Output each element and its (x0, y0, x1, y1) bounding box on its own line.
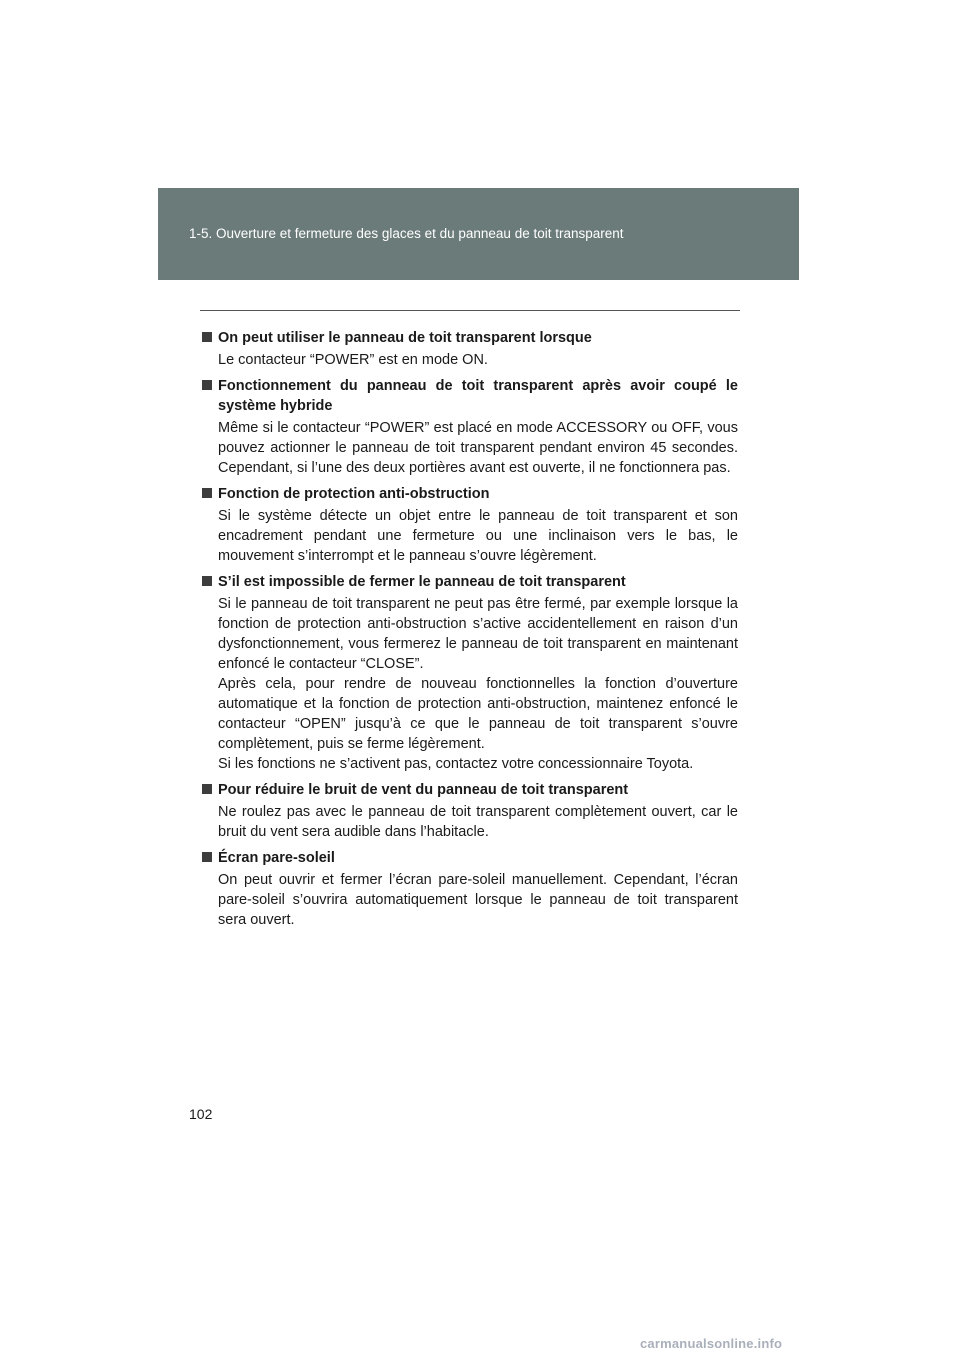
section-body (202, 594, 738, 774)
paragraph: Le contacteur “POWER” est en mode ON. (218, 352, 488, 368)
section-heading: On peut utiliser le panneau de toit transparent lorsque (202, 328, 738, 348)
square-bullet-icon (202, 852, 212, 862)
section-heading: S’il est impossible de fermer le panneau de toit transparent (202, 572, 738, 592)
section-heading: Écran pare-soleil (202, 848, 738, 868)
chapter-title: 1-5. Ouverture et fermeture des glaces et du panneau de toit transparent (189, 226, 624, 241)
paragraph: Si les fonctions ne s’activent pas, contactez votre concessionnaire Toyota. (218, 756, 694, 772)
section-wind-noise (202, 780, 738, 842)
square-bullet-icon (202, 380, 212, 390)
section-body (202, 802, 738, 842)
section-body (202, 506, 738, 566)
chapter-header-band (158, 188, 799, 280)
square-bullet-icon (202, 488, 212, 498)
section-cannot-close (202, 572, 738, 774)
section-sunshade (202, 848, 738, 930)
square-bullet-icon (202, 576, 212, 586)
section-usage-condition (202, 328, 738, 370)
section-heading: Pour réduire le bruit de vent du panneau de toit transparent (202, 780, 738, 800)
section-body (202, 350, 738, 370)
section-body (202, 870, 738, 930)
section-anti-obstruction (202, 484, 738, 566)
paragraph: Même si le contacteur “POWER” est placé en mode ACCESSORY ou OFF, vous pouvez actionner le panneau de toit transparent pendant environ 45 secondes. Cependant, si l’une des deux portières avant est ouverte, il ne fonctionnera pas. (218, 420, 738, 476)
section-heading: Fonction de protection anti-obstruction (202, 484, 738, 504)
square-bullet-icon (202, 332, 212, 342)
square-bullet-icon (202, 784, 212, 794)
section-heading: Fonctionnement du panneau de toit transparent après avoir coupé le système hybride (202, 376, 738, 416)
paragraph: Si le système détecte un objet entre le panneau de toit transparent et son encadrement pendant une fermeture ou une inclinaison vers le bas, le mouvement s’interrompt et le panneau s’ouvre légèrement. (218, 508, 738, 564)
paragraph: On peut ouvrir et fermer l’écran pare-soleil manuellement. Cependant, l’écran pare-soleil s’ouvrira automatiquement lorsque le panneau de toit transparent sera ouvert. (218, 872, 738, 928)
header-divider (200, 310, 740, 311)
section-body (202, 418, 738, 478)
page-number: 102 (189, 1106, 213, 1122)
page-content (202, 328, 738, 936)
paragraph: Après cela, pour rendre de nouveau fonctionnelles la fonction d’ouverture automatique et la fonction de protection anti-obstruction, maintenez enfoncé le contacteur “OPEN” jusqu’à ce que le panneau de toit transparent s’ouvre complètement, puis se ferme légèrement. (218, 676, 738, 752)
watermark-logo: carmanualsonline.info (640, 1336, 783, 1351)
section-after-hybrid-off (202, 376, 738, 478)
paragraph: Si le panneau de toit transparent ne peut pas être fermé, par exemple lorsque la fonction de protection anti-obstruction s’active accidentellement en raison d’un dysfonctionnement, vous fermerez le panneau de toit transparent en maintenant enfoncé le contacteur “CLOSE”. (218, 596, 738, 672)
paragraph: Ne roulez pas avec le panneau de toit transparent complètement ouvert, car le bruit du vent sera audible dans l’habitacle. (218, 804, 738, 840)
